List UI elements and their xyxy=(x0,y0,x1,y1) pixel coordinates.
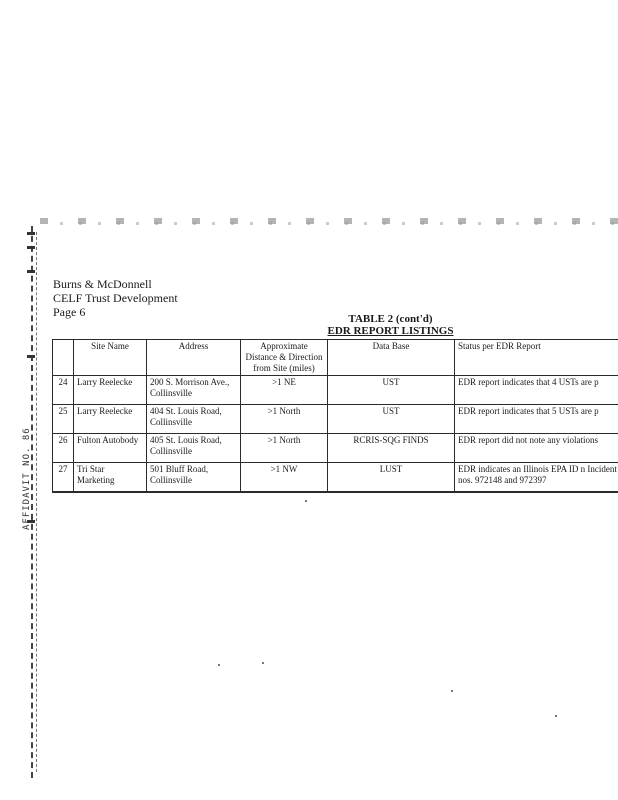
company-name: Burns & McDonnell xyxy=(53,277,152,291)
site-name-cell: Fulton Autobody xyxy=(74,434,147,463)
site-name-cell: Larry Reelecke xyxy=(74,376,147,405)
table-row xyxy=(53,376,618,405)
database-cell: RCRIS-SQG FINDS xyxy=(328,434,455,463)
status-cell: EDR indicates an Illinois EPA ID n Incident nos. 972148 and 972397 xyxy=(455,463,618,493)
column-header-database: Data Base xyxy=(328,340,455,376)
table-header-row xyxy=(53,340,618,376)
table-row xyxy=(53,463,618,493)
database-cell: UST xyxy=(328,376,455,405)
column-header-site-name: Site Name xyxy=(74,340,147,376)
column-header-number xyxy=(53,340,74,376)
scan-speck xyxy=(451,690,453,692)
row-number: 24 xyxy=(53,376,74,405)
scan-speck xyxy=(262,662,264,664)
project-name: CELF Trust Development xyxy=(53,291,178,305)
site-name-cell: Larry Reelecke xyxy=(74,405,147,434)
scan-noise-strip-secondary xyxy=(60,222,618,225)
letter-header xyxy=(53,277,178,319)
database-cell: LUST xyxy=(328,463,455,493)
table-row xyxy=(53,405,618,434)
address-cell: 404 St. Louis Road, Collinsville xyxy=(147,405,241,434)
row-number: 27 xyxy=(53,463,74,493)
address-cell: 405 St. Louis Road, Collinsville xyxy=(147,434,241,463)
column-header-distance: Approximate Distance & Direction from Site (miles) xyxy=(241,340,328,376)
page-number: Page 6 xyxy=(53,305,86,319)
row-number: 26 xyxy=(53,434,74,463)
scan-speck xyxy=(218,664,220,666)
column-header-status: Status per EDR Report xyxy=(455,340,618,376)
table-subtitle: EDR REPORT LISTINGS xyxy=(327,325,454,337)
status-cell: EDR report did not note any violations xyxy=(455,434,618,463)
margin-mark xyxy=(27,355,35,358)
status-cell: EDR report indicates that 5 USTs are p xyxy=(455,405,618,434)
margin-mark xyxy=(27,246,35,249)
scan-speck xyxy=(305,500,307,502)
column-header-address: Address xyxy=(147,340,241,376)
edr-report-listings-table xyxy=(52,339,618,493)
distance-cell: >1 North xyxy=(241,405,328,434)
margin-mark xyxy=(27,270,35,273)
distance-cell: >1 North xyxy=(241,434,328,463)
margin-stamp: AFFIDAVIT NO. 86 xyxy=(22,427,32,530)
table-title: TABLE 2 (cont'd) xyxy=(348,313,433,325)
left-margin-scan-line-secondary xyxy=(36,232,37,772)
address-cell: 200 S. Morrison Ave., Collinsville xyxy=(147,376,241,405)
distance-cell: >1 NW xyxy=(241,463,328,493)
database-cell: UST xyxy=(328,405,455,434)
address-cell: 501 Bluff Road, Collinsville xyxy=(147,463,241,493)
distance-cell: >1 NE xyxy=(241,376,328,405)
margin-mark xyxy=(27,232,35,235)
site-name-cell: Tri Star Marketing xyxy=(74,463,147,493)
scan-speck xyxy=(555,715,557,717)
row-number: 25 xyxy=(53,405,74,434)
status-cell: EDR report indicates that 4 USTs are p xyxy=(455,376,618,405)
table-row xyxy=(53,434,618,463)
